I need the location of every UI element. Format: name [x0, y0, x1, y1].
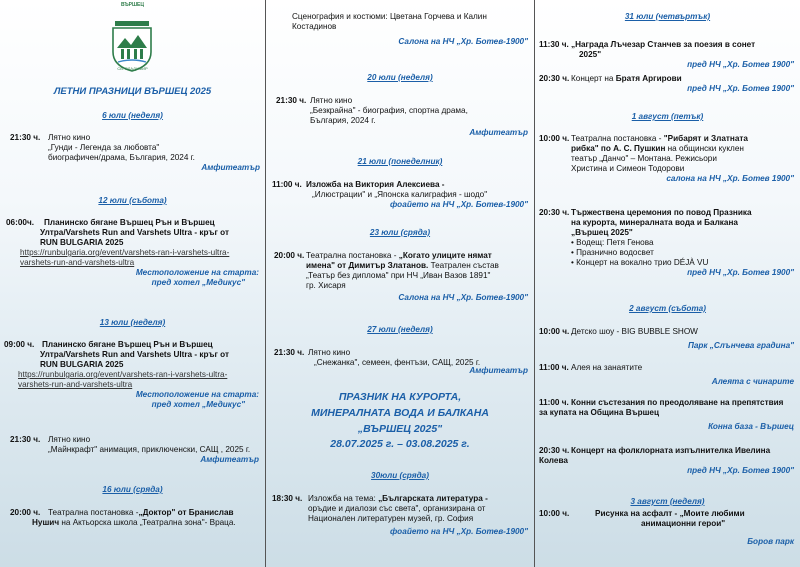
event-line: Тържествена церемония по повод Празника	[571, 208, 752, 217]
festival-title-line: МИНЕРАЛНАТА ВОДА И БАЛКАНА	[311, 406, 489, 419]
event-venue: Парк „Слънчева градина"	[687, 341, 794, 350]
event-venue: Местоположение на старта:	[135, 390, 259, 399]
event-venue: пред НЧ „Хр. Ботев 1900"	[687, 466, 794, 475]
event-line: оръдие и диалози със света", организирана от	[308, 504, 486, 513]
event-line: Национален литературен музей, гр. София	[308, 514, 474, 523]
event-line: Христина и Симеон Тодорови	[571, 164, 685, 173]
event-line: „Илюстрации" и „Японска калиграфия - шодо"	[312, 190, 488, 199]
event-time: 21:30 ч.	[274, 348, 305, 357]
event-ceremony	[539, 208, 794, 278]
event-film-gundi	[10, 133, 260, 173]
event-line: анимационни герои"	[641, 519, 726, 528]
date-27-july: 27 юли (неделя)	[367, 325, 433, 334]
event-venue: Алеята с чинарите	[711, 377, 794, 386]
festival-title-line: „ВЪРШЕЦ 2025"	[357, 422, 443, 435]
event-line: Сценография и костюми: Цветана Горчева и Калин	[292, 12, 487, 21]
event-line: Театрална постановка -	[48, 508, 139, 517]
event-line: Театрален състав	[428, 261, 499, 270]
event-line: на общински куклен	[665, 144, 744, 153]
event-time: 21:30 ч.	[10, 133, 41, 142]
event-line: "Рибарят и Златната	[663, 134, 748, 143]
event-link[interactable]: https://runbulgaria.org/event/varshets-ran-i-varshets-ultra-	[20, 248, 230, 257]
event-line: „Театър без диплома" при НЧ „Иван Вазов 1891"	[306, 271, 491, 280]
event-line: Костадинов	[292, 22, 337, 31]
event-line: на курорта, минералната вода и Балкана	[571, 218, 738, 227]
festival-heading	[266, 390, 534, 453]
event-time: 10:00 ч.	[539, 509, 570, 518]
event-title: Лятно кино	[48, 133, 91, 142]
event-line: Колева	[539, 456, 568, 465]
event-venue: Амфитеатър	[469, 366, 528, 375]
event-run-13	[4, 340, 259, 410]
event-line: биографичен/драма, България, 2024 г.	[48, 153, 195, 162]
event-line: „Снежанка", семеен, фентъзи, САЩ, 2025 г.	[314, 358, 481, 367]
event-line: „Майнкрафт" анимация, приключенски, САЩ , 2025 г.	[48, 445, 251, 454]
event-line: Концерт на	[571, 74, 616, 83]
event-line: Изложба на тема:	[308, 494, 379, 503]
event-line: Планинско бягане Вършец Рън и Вършец	[44, 218, 215, 227]
event-line: театър „Данчо" – Монтана. Режисьори	[571, 154, 717, 163]
event-venue: Амфитеатър	[201, 163, 260, 172]
event-line: рибка" по А. С. Пушкин	[571, 144, 666, 153]
event-line: 2025"	[579, 50, 602, 59]
date-16-july: 16 юли (сряда)	[102, 485, 163, 494]
event-bullet: • Водещ: Петя Генова	[571, 238, 654, 247]
event-exhibition-literature	[272, 494, 528, 537]
event-venue: фоайето на НЧ „Хр. Ботев-1900"	[389, 527, 528, 536]
event-time: 20:00 ч.	[10, 508, 41, 517]
event-concert-argirovi	[539, 74, 794, 94]
event-line: RUN BULGARIA 2025	[40, 238, 124, 247]
event-theatre-fisherman	[539, 134, 794, 184]
event-venue: пред НЧ „Хр. Ботев 1900"	[687, 60, 794, 69]
event-link[interactable]: varshets-run-and-varshets-ultra	[18, 380, 133, 389]
event-continuation	[292, 12, 528, 47]
event-line: Театрална постановка -	[571, 134, 664, 143]
event-link[interactable]: varshets-run-and-varshets-ultra	[20, 258, 135, 267]
event-time: 18:30 ч.	[272, 494, 303, 503]
event-film-bezkraina	[276, 96, 528, 138]
date-23-july: 23 юли (сряда)	[369, 228, 431, 237]
event-line: на Актьорска школа „Театрална зона"- Враца.	[59, 518, 236, 527]
date-1-august: 1 август (петък)	[631, 112, 704, 121]
date-3-august: 3 август (неделя)	[630, 497, 705, 506]
event-line: гр. Хисаря	[306, 281, 346, 290]
event-line: „Безкрайна" - биография, спортна драма,	[310, 106, 468, 115]
event-bubble-show	[539, 327, 794, 351]
page-title: ЛЕТНИ ПРАЗНИЦИ ВЪРШЕЦ 2025	[53, 86, 212, 97]
event-line: Изложба на Виктория Алексиева -	[306, 180, 445, 189]
date-6-july: 6 юли (неделя)	[102, 111, 163, 120]
festival-title-line: ПРАЗНИК НА КУРОРТА,	[338, 391, 462, 403]
event-run-12	[6, 218, 259, 288]
event-venue: фоайето на НЧ „Хр. Ботев-1900"	[389, 200, 528, 209]
event-line: Ултра/Varshets Run and Varshets Ultra - кръг от	[40, 350, 229, 359]
date-30-july: 30юли (сряда)	[371, 471, 429, 480]
event-time: 10:00 ч.	[539, 327, 570, 336]
event-line: Братя Аргирови	[615, 74, 682, 83]
event-line: Концерт на фолклорната изпълнителка Ивелина	[571, 446, 771, 455]
date-31-july: 31 юли (четвъртък)	[624, 12, 711, 21]
event-venue: пред хотел „Медикус"	[151, 278, 245, 287]
event-time: 11:30 ч.	[539, 40, 569, 49]
event-line: имена" от Димитър Златанов.	[306, 261, 429, 270]
date-21-july: 21 юли (понеделник)	[357, 157, 443, 166]
column-3	[535, 0, 800, 567]
event-line: Алея на занаятите	[571, 363, 643, 372]
event-line: Детско шоу - BIG BUBBLE SHOW	[571, 327, 698, 336]
logo-sub: СВ. ВЛАДИМИР	[117, 66, 148, 71]
event-line: Рисунка на асфалт -	[595, 509, 680, 518]
event-time: 11:00 ч.	[539, 363, 569, 372]
event-exhibition-aleksieva	[272, 180, 528, 210]
event-time: 09:00 ч.	[4, 340, 35, 349]
event-venue: Амфитеатър	[200, 455, 259, 464]
event-line: „Награда Лъчезар Станчев за поезия в сонет	[571, 40, 756, 49]
event-venue: Амфитеатър	[469, 128, 528, 137]
event-film-minecraft	[10, 435, 259, 465]
event-line: Ултра/Varshets Run and Varshets Ultra - кръг от	[40, 228, 229, 237]
festival-dates: 28.07.2025 г. – 03.08.2025 г.	[330, 438, 470, 451]
event-time: 21:30 ч.	[276, 96, 307, 105]
event-award	[539, 40, 794, 70]
event-time: 20:30 ч.	[539, 74, 570, 83]
event-asphalt-drawing	[539, 509, 794, 547]
event-concert-koleva	[539, 446, 794, 476]
event-theatre-doctor	[10, 508, 259, 528]
event-time: 11:00 ч.	[539, 398, 569, 407]
event-time: 20:30 ч.	[539, 208, 570, 217]
date-13-july: 13 юли (неделя)	[99, 318, 166, 327]
event-venue: Салона на НЧ „Хр. Ботев-1900"	[398, 37, 528, 46]
column-2	[266, 0, 534, 567]
event-line: Планинско бягане Вършец Рън и Вършец	[42, 340, 213, 349]
logo-caption: ВЪРШЕЦ	[120, 2, 145, 8]
event-venue: Салона на НЧ „Хр. Ботев-1900"	[398, 293, 528, 302]
event-time: 06:00ч.	[6, 218, 34, 227]
event-title: Лятно кино	[310, 96, 353, 105]
event-venue: пред НЧ „Хр. Ботев 1900"	[687, 84, 794, 93]
event-line: Нушич	[32, 518, 60, 527]
event-title: Лятно кино	[48, 435, 91, 444]
event-line: „Гунди - Легенда за любовта"	[48, 143, 160, 152]
event-line: Конни състезания по преодоляване на препятствия	[571, 398, 784, 407]
event-venue: пред НЧ „Хр. Ботев 1900"	[687, 268, 794, 277]
event-venue: Местоположение на старта:	[135, 268, 259, 277]
event-line: за купата на Община Вършец	[539, 408, 659, 417]
event-theatre-streets	[274, 251, 528, 303]
event-time: 11:00 ч.	[272, 180, 302, 189]
column-1	[0, 0, 265, 567]
event-crafts-alley	[539, 363, 794, 387]
date-20-july: 20 юли (неделя)	[367, 73, 433, 82]
event-line: България, 2024 г.	[310, 116, 376, 125]
event-time: 20:30 ч.	[539, 446, 570, 455]
event-line: Театрална постановка -	[306, 251, 399, 260]
event-bullet: • Празнично водосвет	[571, 248, 654, 257]
event-line: RUN BULGARIA 2025	[40, 360, 124, 369]
event-line: „Доктор" от Бранислав	[138, 508, 234, 517]
event-time: 10:00 ч.	[539, 134, 570, 143]
event-film-snezhanka	[274, 348, 528, 376]
event-time: 20:00 ч.	[274, 251, 305, 260]
event-venue: Боров парк	[747, 537, 794, 546]
event-venue: пред хотел „Медикус"	[151, 400, 245, 409]
event-title: Лятно кино	[308, 348, 351, 357]
event-time: 21:30 ч.	[10, 435, 41, 444]
event-link[interactable]: https://runbulgaria.org/event/varshets-ran-i-varshets-ultra-	[18, 370, 228, 379]
event-venue: салона на НЧ „Хр. Ботев 1900"	[666, 174, 794, 183]
event-line: „Вършец 2025"	[571, 228, 633, 237]
event-horse-race	[539, 398, 794, 432]
event-line: „Моите любими	[679, 509, 745, 518]
event-venue: Конна база - Вършец	[708, 422, 794, 431]
event-line: „Българската литература -	[378, 494, 488, 503]
date-12-july: 12 юли (събота)	[98, 196, 167, 205]
date-2-august: 2 август (събота)	[629, 304, 706, 313]
event-bullet: • Концерт на вокално трио DÉJÀ VU	[571, 258, 709, 267]
event-line: „Когато улиците нямат	[398, 251, 492, 260]
